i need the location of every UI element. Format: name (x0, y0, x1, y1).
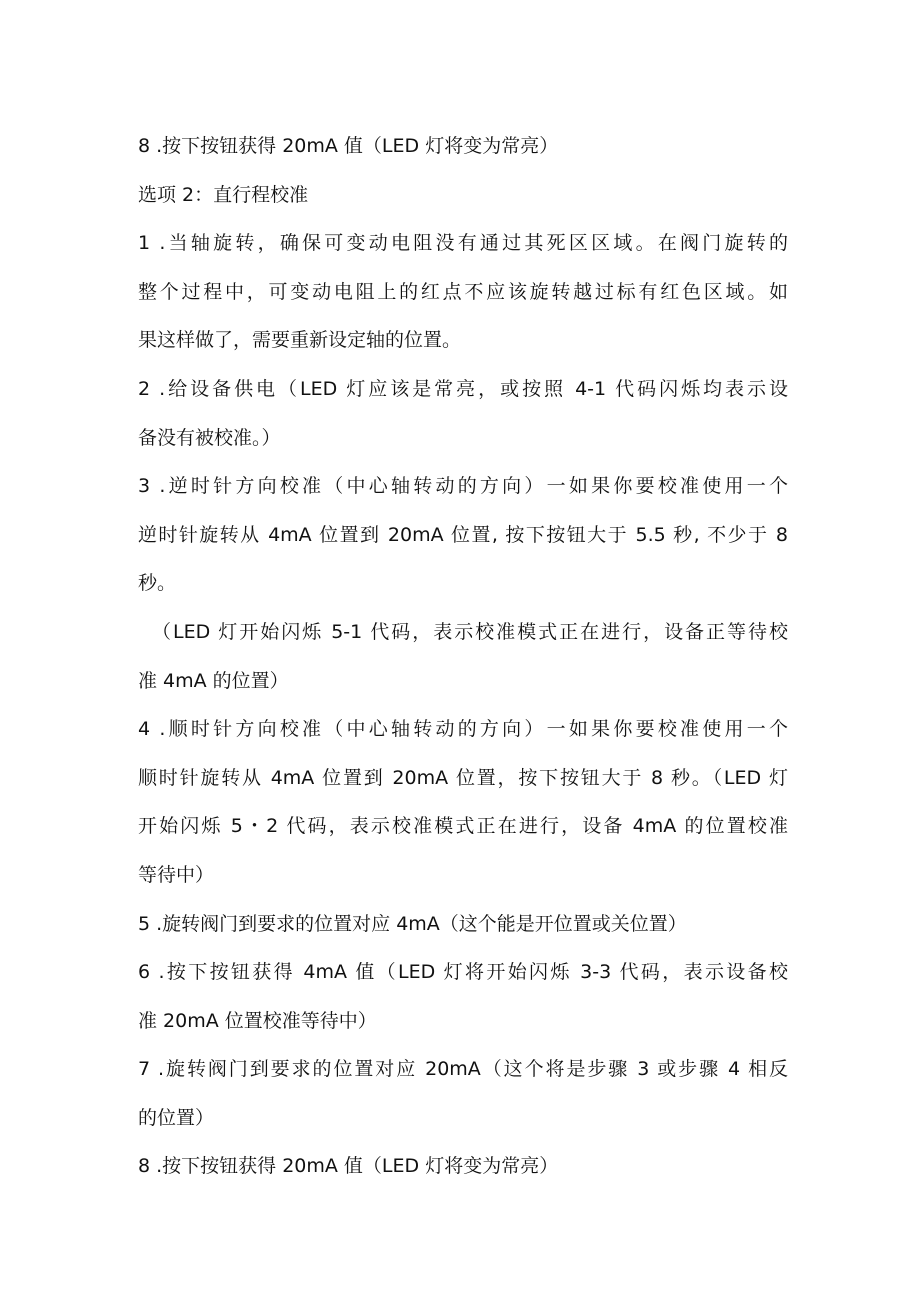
text-line: 整个过程中，可变动电阻上的红点不应该旋转越过标有红色区域。如 (138, 280, 788, 303)
section-heading: 选项 2：直行程校准 (138, 183, 309, 206)
text-line: 果这样做了，需要重新设定轴的位置。 (138, 329, 462, 352)
text-line: 准 4mA 的位置） (138, 669, 289, 692)
text-line: 8 .按下按钮获得 20mA 值（LED 灯将变为常亮） (138, 135, 559, 157)
text-line: 备没有被校准。） (138, 426, 281, 449)
text-line: 6 .按下按钮获得 4mA 值（LED 灯将开始闪烁 3-3 代码，表示设备校 (138, 961, 788, 984)
text-line: 3 .逆时针方向校准（中心轴转动的方向）一如果你要校准使用一个 (138, 475, 788, 498)
text-line: 8 .按下按钮获得 20mA 值（LED 灯将变为常亮） (138, 1155, 559, 1178)
text-line: 2 .给设备供电（LED 灯应该是常亮，或按照 4-1 代码闪烁均表示设 (138, 377, 788, 400)
text-line: 7 .旋转阀门到要求的位置对应 20mA（这个将是步骤 3 或步骤 4 相反 (138, 1058, 788, 1081)
text-line: 5 .旋转阀门到要求的位置对应 4mA（这个能是开位置或关位置） (138, 912, 687, 935)
text-line: 1 .当轴旋转，确保可变动电阻没有通过其死区区域。在阀门旋转的 (138, 232, 788, 255)
text-line: 4 .顺时针方向校准（中心轴转动的方向）一如果你要校准使用一个 (138, 718, 788, 741)
text-line: 的位置） (138, 1106, 215, 1129)
text-line: 顺时针旋转从 4mA 位置到 20mA 位置，按下按钮大于 8 秒。（LED 灯 (138, 766, 788, 789)
text-line: 秒。 (138, 572, 177, 595)
document-body (138, 122, 788, 1191)
text-line: 开始闪烁 5・2 代码，表示校准模式正在进行，设备 4mA 的位置校准 (138, 815, 788, 838)
text-line: （LED 灯开始闪烁 5-1 代码，表示校准模式正在进行，设备正等待校 (152, 620, 788, 643)
text-line: 逆时针旋转从 4mA 位置到 20mA 位置, 按下按钮大于 5.5 秒, 不少于 8 (138, 523, 788, 546)
text-line: 准 20mA 位置校准等待中） (138, 1009, 377, 1032)
text-line: 等待中） (138, 863, 215, 886)
